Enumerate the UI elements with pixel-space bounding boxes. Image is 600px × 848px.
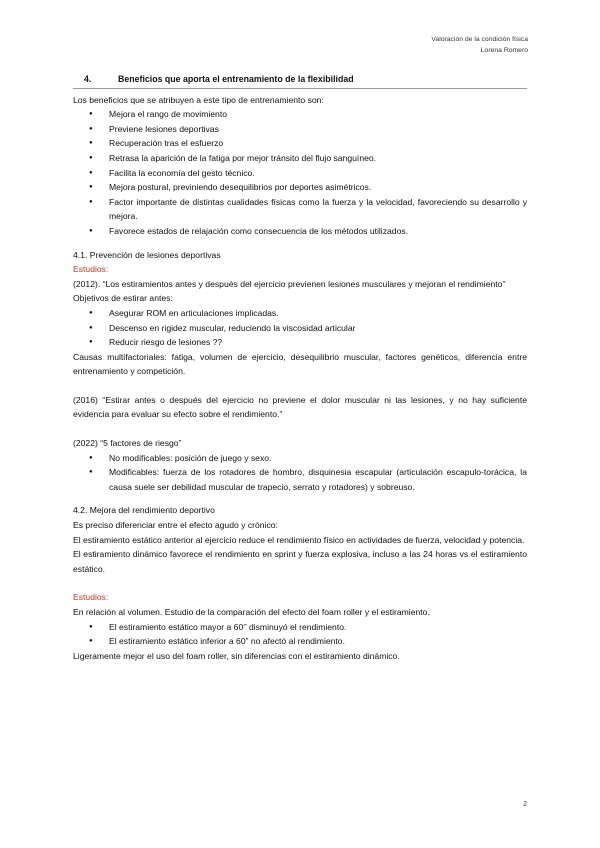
list-item: ● Facilita la economía del gesto técnico. bbox=[73, 166, 527, 181]
list-item: ● Favorece estados de relajación como consecuencia de los métodos utilizados. bbox=[73, 224, 527, 239]
study-2016: (2016) “Estirar antes o después del ejercicio no previene el dolor muscular ni las lesiones, y no hay suficiente evidencia para evaluar su efecto sobre el rendimiento.” bbox=[73, 394, 527, 420]
header-title: Valoración de la condición física bbox=[431, 36, 528, 43]
page-header bbox=[431, 34, 528, 56]
header-author: Lorena Romero bbox=[480, 47, 528, 54]
list-item: ● El estiramiento estático inferior a 60” no afectó al rendimiento. bbox=[73, 634, 527, 649]
page-number: 2 bbox=[523, 801, 527, 808]
objectives-list bbox=[73, 306, 527, 350]
list-item: ● Reducir riesgo de lesiones ?? bbox=[73, 335, 527, 350]
section-4-1-heading: 4.1. Prevención de lesiones deportivas bbox=[73, 249, 221, 260]
list-item: ● Retrasa la aparición de la fatiga por mejor tránsito del flujo sanguíneo. bbox=[73, 151, 527, 166]
list-item: ● Descenso en rigidez muscular, reduciendo la viscosidad articular bbox=[73, 321, 527, 336]
volume-list bbox=[73, 620, 527, 649]
list-item: ● No modificables: posición de juego y sexo. bbox=[73, 451, 527, 466]
causes-paragraph: Causas multifactoriales: fatiga, volumen de ejercicio, desequilibrio muscular, factores genéticos, diferencia entre entrenamiento y competición. bbox=[73, 351, 527, 377]
objectives-label: Objetivos de estirar antes: bbox=[73, 293, 173, 304]
list-item: ● Mejora el rango de movimiento bbox=[73, 107, 527, 122]
benefits-list bbox=[73, 107, 527, 238]
section-4-2-heading: 4.2. Mejora del rendimiento deportivo bbox=[73, 505, 215, 516]
benefits-intro: Los beneficios que se atribuyen a este tipo de entrenamiento son: bbox=[73, 94, 324, 105]
list-item: ● Previene lesiones deportivas bbox=[73, 122, 527, 137]
study-2022: (2022) “5 factores de riesgo” bbox=[73, 438, 182, 449]
list-item: ● Mejora postural, previniendo desequilibrios por deportes asimétricos. bbox=[73, 180, 527, 195]
conclusion-paragraph: Ligeramente mejor el uso del foam roller, sin diferencias con el estiramiento dinámico. bbox=[73, 650, 400, 661]
acute-chronic-paragraph: Es preciso diferenciar entre el efecto agudo y crónico: bbox=[73, 520, 278, 531]
risk-factors-list bbox=[73, 451, 527, 495]
page-content bbox=[73, 72, 527, 663]
static-stretching-paragraph: El estiramiento estático anterior al ejercicio reduce el rendimiento físico en actividades de fuerza, velocidad y potencia. bbox=[73, 534, 525, 545]
list-item: ● El estiramiento estático mayor a 60’’ disminuyó el rendimiento. bbox=[73, 620, 527, 635]
list-item: ● Factor importante de distintas cualidades físicas como la fuerza y la velocidad, favoreciendo su desarrollo y mejora. bbox=[73, 195, 527, 224]
studies-label: Estudios: bbox=[73, 264, 109, 275]
section-title: Beneficios que aporta el entrenamiento de la flexibilidad bbox=[118, 74, 354, 84]
list-item: ● Modificables: fuerza de los rotadores de hombro, disquinesia escapular (articulación escapulo-torácica, la causa suele ser debilidad muscular de trapecio, serrato y rotadores) y sobreuso. bbox=[73, 465, 527, 494]
dynamic-stretching-paragraph: El estiramiento dinámico favorece el rendimiento en sprint y fuerza explosiva, incluso a las 24 horas vs el estiramiento estático. bbox=[73, 549, 527, 574]
study-2012: (2012). “Los estiramientos antes y después del ejercicio previenen lesiones musculares y mejoran el rendimiento” bbox=[73, 278, 506, 289]
list-item: ● Asegurar ROM en articulaciones implicadas. bbox=[73, 306, 527, 321]
section-number: 4. bbox=[84, 74, 92, 84]
studies-label-2: Estudios: bbox=[73, 592, 109, 603]
volume-paragraph: En relación al volumen. Estudio de la comparación del efecto del foam roller y el estiramiento. bbox=[73, 607, 430, 617]
section-4-heading bbox=[73, 72, 527, 89]
list-item: ● Recuperación tras el esfuerzo bbox=[73, 136, 527, 151]
